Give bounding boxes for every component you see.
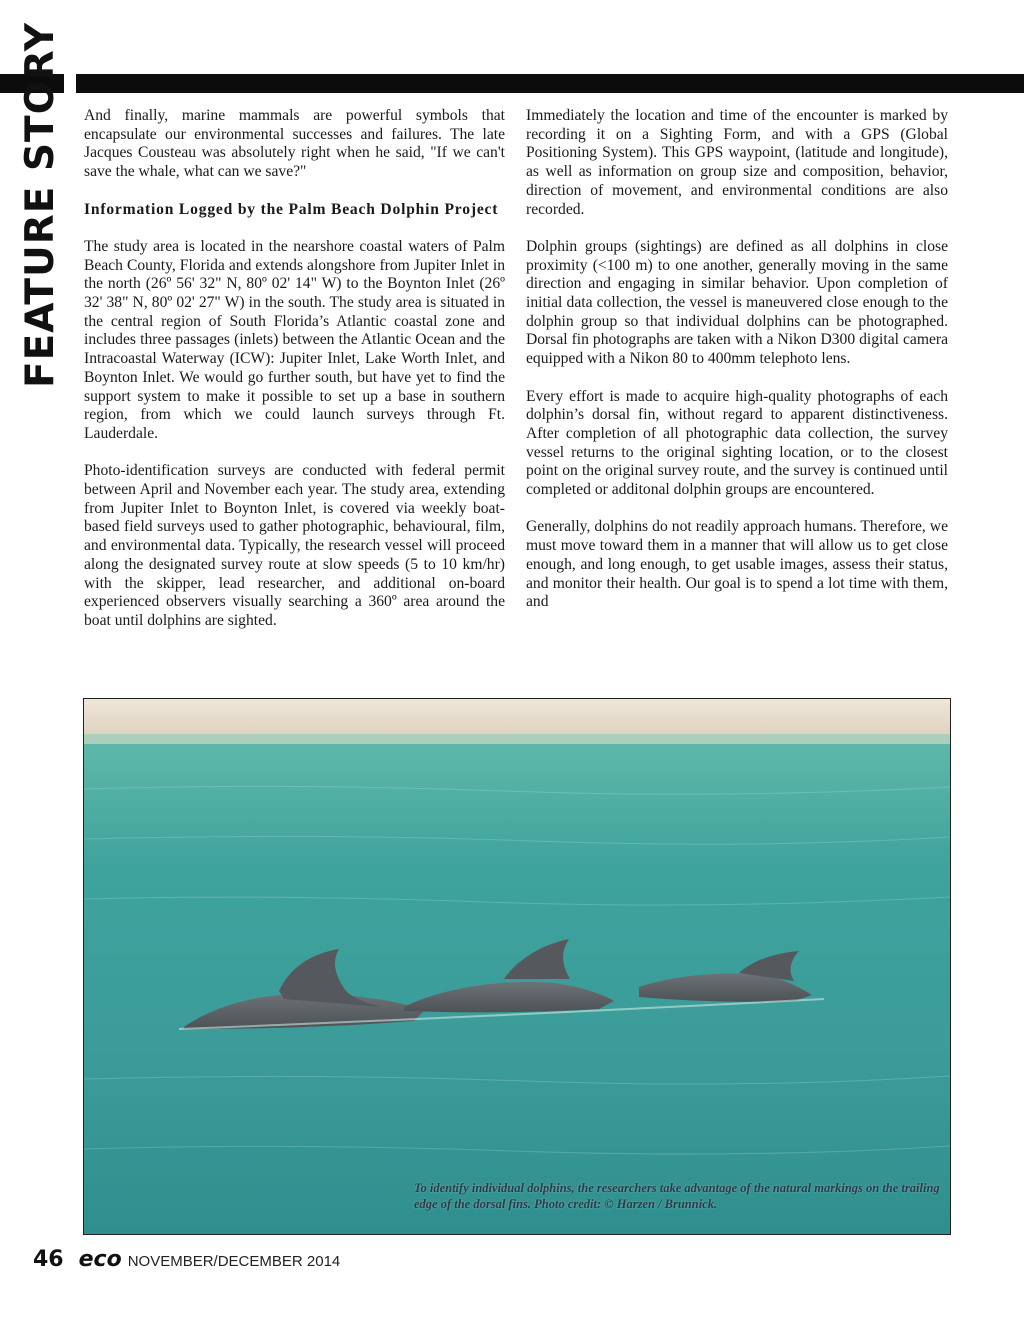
right-paragraph-4: Generally, dolphins do not readily approach humans. Therefore, we must move toward them in a manner that will allow us to get close enough, and long enough, to get usable images, assess their status, and monitor their health. Our goal is to spend a lot time with them, and (526, 518, 948, 611)
section-subheading: Information Logged by the Palm Beach Dolphin Project (84, 200, 499, 218)
left-paragraph-1: And finally, marine mammals are powerful symbols that encapsulate our environmental successes and failures. The late Jacques Cousteau was absolutely right when he said, "If we can't save the whale, what can we save?" (84, 107, 505, 181)
dolphin-photo (83, 698, 951, 1235)
issue-date: NOVEMBER/DECEMBER 2014 (127, 1253, 341, 1270)
left-paragraph-2: The study area is located in the nearshore coastal waters of Palm Beach County, Florida and extends alongshore from Jupiter Inlet in the north (26º 56' 32" N, 80º 02' 14" W) to the Boynton Inlet (26º 32' 38" N, 80º 02' 27" W) in the south. The study area is situated in the central region of South Florida’s Atlantic coastal zone and includes three passages (inlets) between the Atlantic Ocean and the Intracoastal Waterway (ICW): Jupiter Inlet, Lake Worth Inlet, and Boynton Inlet. We would go further south, but have yet to find the support system to make it possible to set up a base in southern region, from which we could launch surveys through Ft. Lauderdale. (84, 237, 505, 442)
page-footer (33, 1247, 340, 1277)
left-column (84, 107, 505, 631)
right-column (526, 107, 948, 612)
dolphin-photo-illustration (84, 699, 950, 1234)
section-label: FEATURE STORY (18, 22, 63, 388)
right-paragraph-1: Immediately the location and time of the encounter is marked by recording it on a Sighting Form, and with a GPS (Global Positioning System). This GPS waypoint, (latitude and longitude), as well as information on group size and composition, behavior, direction of movement, and environmental conditions are also recorded. (526, 107, 948, 218)
left-paragraph-3: Photo-identification surveys are conducted with federal permit between April and November each year. The study area, extending from Jupiter Inlet to Boynton Inlet, is covered via weekly boat-based field surveys used to gather photographic, behavioural, film, and environmental data. Typically, the research vessel will proceed along the designated survey route at slow speeds (5 to 10 km/hr) with the skipper, lead researcher, and additional on-board experienced observers visually searching a 360º area around the boat until dolphins are sighted. (84, 462, 505, 629)
right-paragraph-2: Dolphin groups (sightings) are defined as all dolphins in close proximity (<100 m) to one another, generally moving in the same direction and engaging in similar behavior. Upon completion of initial data collection, the vessel is maneuvered close enough to the dolphin group so that individual dolphins can be photographed. Dorsal fin photographs are taken with a Nikon D300 digital camera equipped with a Nikon 80 to 400mm telephoto lens. (526, 237, 948, 368)
header-rule-notch (64, 74, 76, 93)
right-paragraph-3: Every effort is made to acquire high-quality photographs of each dolphin’s dorsal fin, without regard to apparent distinctiveness. After completion of all photographic data collection, the survey vessel returns to the original sighting location, or to the closest point on the original survey route, and the survey is continued until completed or additonal dolphin groups are encountered. (526, 387, 948, 499)
photo-caption: To identify individual dolphins, the researchers take advantage of the natural markings on the trailing edge of the dorsal fins. Photo credit: © Harzen / Brunnick. (414, 1181, 940, 1211)
header-rule (0, 74, 1024, 93)
magazine-name: eco (78, 1247, 122, 1272)
page-number: 46 (33, 1247, 64, 1272)
